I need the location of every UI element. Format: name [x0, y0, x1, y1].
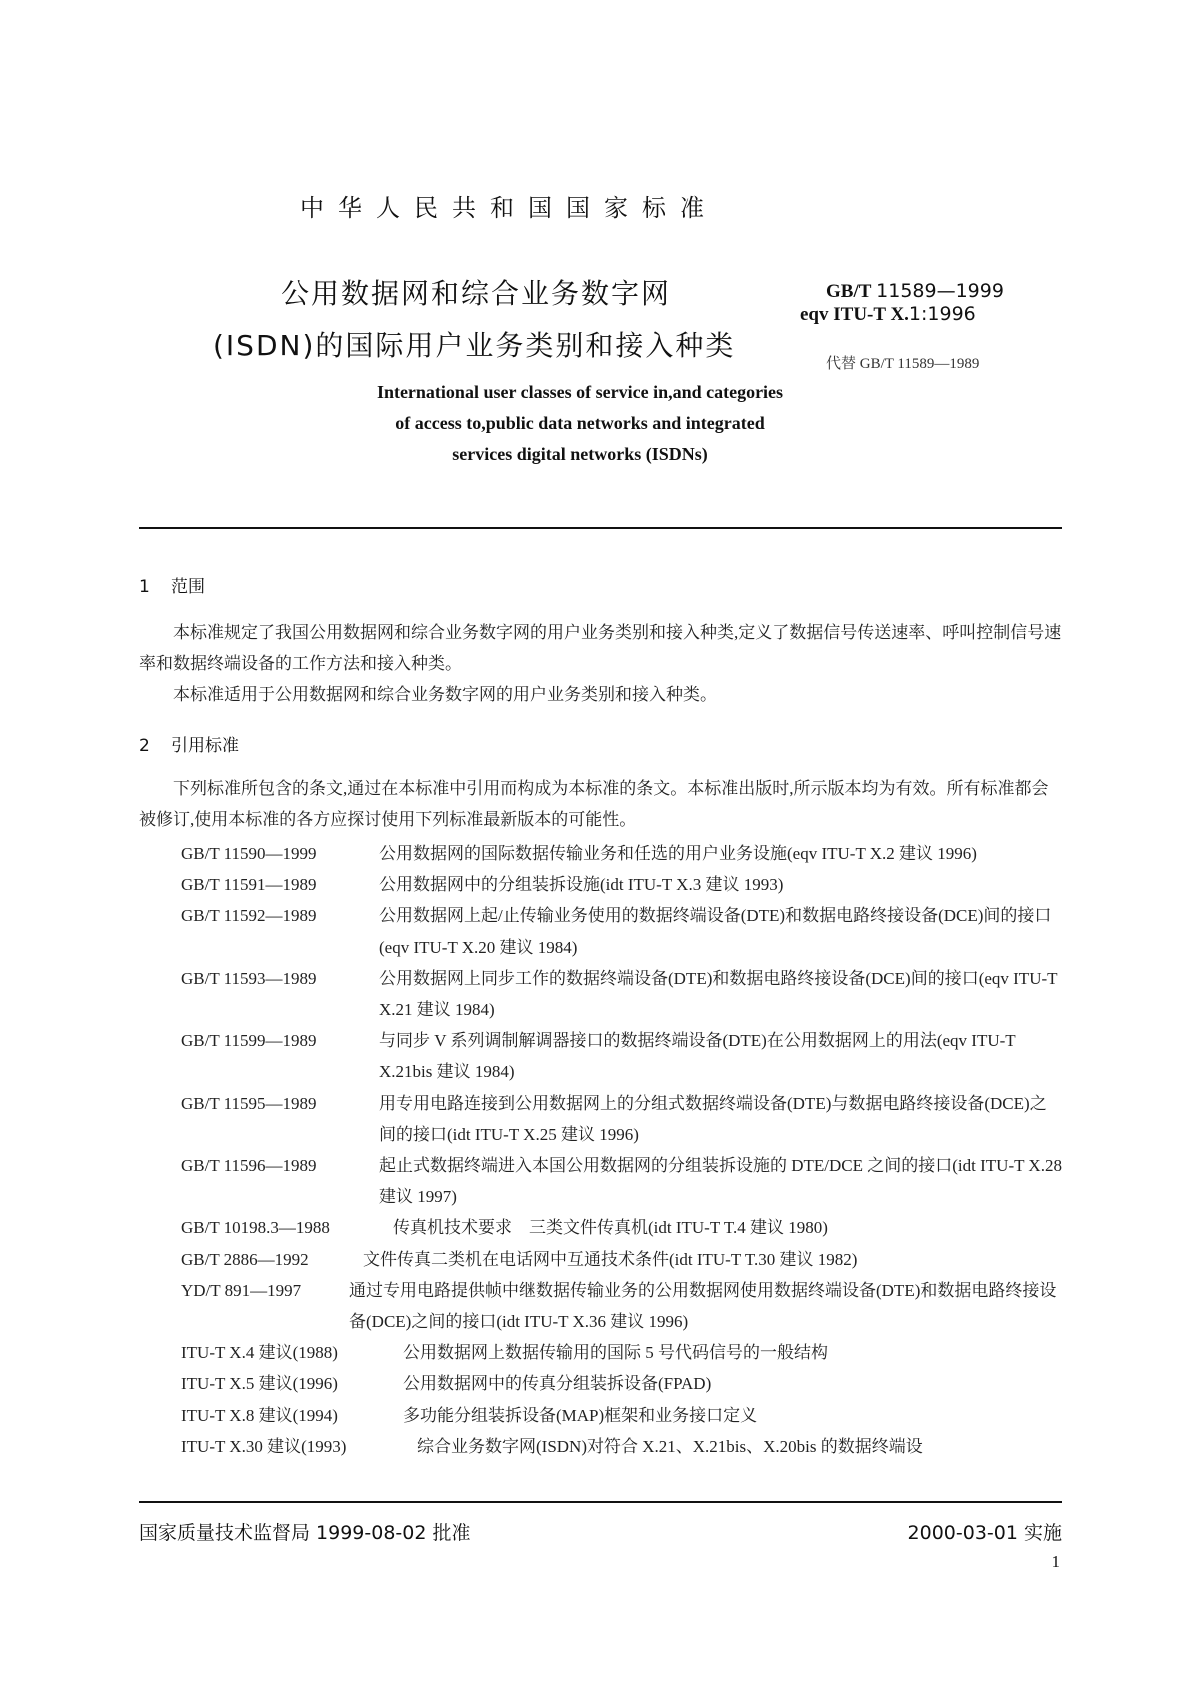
reference-title: 综合业务数字网(ISDN)对符合 X.21、X.21bis、X.20bis 的数据终端设 — [417, 1436, 923, 1456]
replaces-standard: 代替 GB/T 11589—1989 — [826, 356, 980, 372]
reference-item — [181, 963, 1062, 1025]
reference-item — [181, 869, 1062, 900]
reference-title: 文件传真二类机在电话网中互通技术条件(idt ITU-T T.30 建议 1982) — [363, 1249, 858, 1269]
approval-date: 国家质量技术监督局 1999-08-02 批准 — [139, 1522, 471, 1544]
reference-title: 多功能分组装拆设备(MAP)框架和业务接口定义 — [403, 1405, 758, 1425]
reference-title: 与同步 V 系列调制解调器接口的数据终端设备(DTE)在公用数据网上的用法(eqv ITU-T X.21bis 建议 1984) — [379, 1031, 1016, 1082]
section-heading-references — [139, 731, 239, 756]
reference-code: ITU-T X.4 建议(1988) — [181, 1343, 338, 1363]
reference-item — [181, 1275, 1062, 1337]
reference-item — [181, 1400, 1062, 1431]
reference-item — [181, 1212, 1062, 1243]
reference-list — [181, 838, 1062, 1462]
reference-title: 公用数据网上同步工作的数据终端设备(DTE)和数据电路终接设备(DCE)间的接口(eqv ITU-T X.21 建议 1984) — [379, 968, 1058, 1020]
reference-item — [181, 1088, 1062, 1150]
section-number: 1 — [139, 577, 150, 597]
equivalence-prefix: eqv ITU-T X. — [800, 304, 909, 325]
title-cn-line-2: (ISDN)的国际用户业务类别和接入种类 — [213, 329, 736, 362]
reference-title: 传真机技术要求 三类文件传真机(idt ITU-T T.4 建议 1980) — [393, 1218, 828, 1238]
reference-title: 通过专用电路提供帧中继数据传输业务的公用数据网使用数据终端设备(DTE)和数据电路终接设备(DCE)之间的接口(idt ITU-T X.36 建议 1996) — [349, 1280, 1057, 1332]
reference-title: 公用数据网上起/止传输业务使用的数据终端设备(DTE)和数据电路终接设备(DCE)间的接口(eqv ITU-T X.20 建议 1984) — [379, 906, 1052, 957]
reference-title: 用专用电路连接到公用数据网上的分组式数据终端设备(DTE)与数据电路终接设备(DCE)之间的接口(idt ITU-T X.25 建议 1996) — [379, 1093, 1047, 1144]
reference-title: 公用数据网中的传真分组装拆设备(FPAD) — [403, 1374, 712, 1394]
paragraph: 下列标准所包含的条文,通过在本标准中引用而构成为本标准的条文。本标准出版时,所示版本均为有效。所有标准都会被修订,使用本标准的各方应探讨使用下列标准最新版本的可能性。 — [139, 779, 1049, 829]
footer-divider — [139, 1501, 1062, 1503]
section-title: 引用标准 — [171, 736, 239, 756]
reference-item — [181, 1025, 1062, 1087]
reference-code: GB/T 2886—1992 — [181, 1249, 309, 1269]
reference-code: GB/T 11592—1989 — [181, 906, 317, 926]
reference-item — [181, 1150, 1062, 1212]
reference-title: 起止式数据终端进入本国公用数据网的分组装拆设施的 DTE/DCE 之间的接口(idt ITU-T X.28 建议 1997) — [379, 1156, 1062, 1207]
standard-number — [826, 280, 1004, 303]
reference-code: GB/T 11590—1999 — [181, 844, 317, 863]
reference-code: ITU-T X.5 建议(1996) — [181, 1374, 338, 1394]
reference-item — [181, 1431, 1062, 1462]
section-title: 范围 — [171, 577, 205, 597]
standard-number-value: 11589—1999 — [876, 280, 1004, 302]
reference-code: GB/T 11596—1989 — [181, 1156, 317, 1176]
reference-code: YD/T 891—1997 — [181, 1280, 302, 1300]
reference-item — [181, 1244, 1062, 1275]
header-divider — [139, 527, 1062, 529]
reference-code: GB/T 11599—1989 — [181, 1031, 317, 1051]
reference-code: GB/T 11591—1989 — [181, 875, 317, 895]
reference-item — [181, 838, 1062, 869]
section-number: 2 — [139, 736, 150, 756]
reference-code: GB/T 11595—1989 — [181, 1093, 317, 1113]
reference-item — [181, 1368, 1062, 1399]
section-body-scope — [139, 617, 1062, 710]
paragraph: 本标准适用于公用数据网和综合业务数字网的用户业务类别和接入种类。 — [173, 685, 717, 704]
title-en-line-3: services digital networks (ISDNs) — [452, 444, 708, 464]
page-number: 1 — [1051, 1552, 1060, 1571]
reference-item — [181, 900, 1062, 962]
reference-code: GB/T 10198.3—1988 — [181, 1218, 330, 1238]
title-cn-line-1: 公用数据网和综合业务数字网 — [281, 277, 672, 310]
reference-item — [181, 1337, 1062, 1368]
section-body-references — [139, 773, 1062, 835]
standard-type-header: 中华人民共和国国家标准 — [300, 194, 718, 222]
standard-equivalence — [800, 303, 976, 326]
effective-date: 2000-03-01 实施 — [907, 1522, 1062, 1544]
equivalence-value: 1:1996 — [908, 303, 976, 325]
reference-code: ITU-T X.8 建议(1994) — [181, 1405, 338, 1425]
paragraph: 本标准规定了我国公用数据网和综合业务数字网的用户业务类别和接入种类,定义了数据信号传送速率、呼叫控制信号速率和数据终端设备的工作方法和接入种类。 — [139, 623, 1062, 673]
reference-title: 公用数据网上数据传输用的国际 5 号代码信号的一般结构 — [403, 1343, 828, 1363]
reference-code: ITU-T X.30 建议(1993) — [181, 1436, 347, 1456]
reference-title: 公用数据网中的分组装拆设施(idt ITU-T X.3 建议 1993) — [379, 875, 784, 895]
reference-code: GB/T 11593—1989 — [181, 968, 317, 988]
title-en-line-1: International user classes of service in,and categories — [376, 382, 784, 402]
reference-title: 公用数据网的国际数据传输业务和任选的用户业务设施(eqv ITU-T X.2 建议 1996) — [379, 844, 977, 863]
title-en-line-2: of access to,public data networks and integrated — [395, 413, 765, 433]
section-heading-scope — [139, 572, 205, 597]
standard-number-prefix: GB/T — [826, 281, 872, 302]
